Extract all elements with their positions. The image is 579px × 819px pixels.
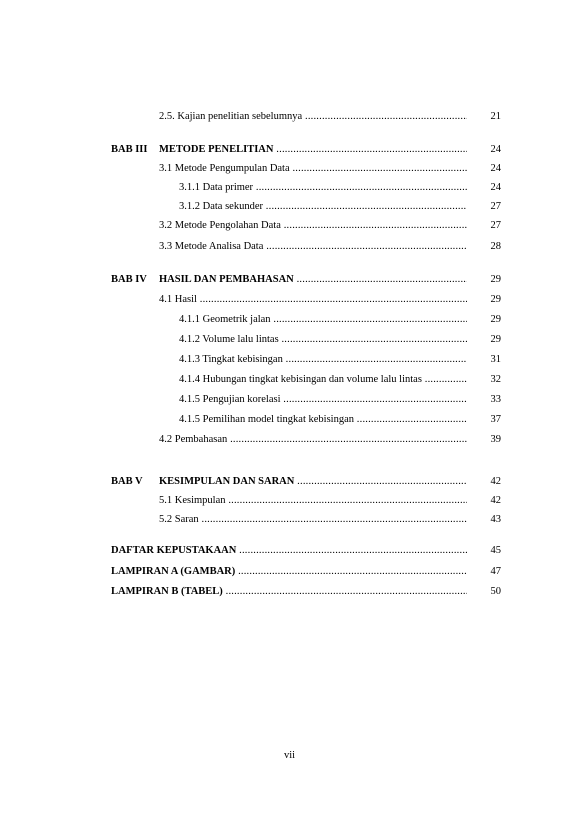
toc-page-number: 24: [490, 144, 501, 155]
toc-entry[interactable]: [159, 219, 467, 233]
toc-page-number: 29: [490, 314, 501, 325]
toc-entry-title: 3.1.2 Data sekunder: [179, 201, 263, 212]
toc-entry[interactable]: [179, 393, 467, 407]
toc-entry[interactable]: [159, 513, 467, 527]
toc-entry[interactable]: [179, 181, 467, 195]
toc-page-number: 32: [490, 374, 501, 385]
toc-entry-title: LAMPIRAN B (TABEL): [111, 586, 223, 597]
toc-page-number: 27: [490, 220, 501, 231]
toc-entry[interactable]: [179, 333, 467, 347]
toc-entry-title: 4.2 Pembahasan: [159, 434, 228, 445]
toc-entry-title: 4.1.5 Pengujian korelasi: [179, 394, 281, 405]
toc-page-number: 39: [490, 434, 501, 445]
toc-entry-title: HASIL DAN PEMBAHASAN: [159, 274, 294, 285]
toc-entry[interactable]: [159, 433, 467, 447]
toc-entry[interactable]: [159, 494, 467, 508]
toc-row: [0, 513, 579, 527]
toc-entry[interactable]: [159, 162, 467, 176]
toc-entry-title: 5.1 Kesimpulan: [159, 495, 226, 506]
toc-page-number: 43: [490, 514, 501, 525]
toc-row: [0, 333, 579, 347]
toc-entry[interactable]: [179, 313, 467, 327]
toc-entry-title: 4.1.5 Pemilihan model tingkat kebisingan: [179, 414, 354, 425]
toc-entry-title: 2.5. Kajian penelitian sebelumnya: [159, 111, 303, 122]
toc-page-number: 47: [490, 566, 501, 577]
toc-row: [0, 373, 579, 387]
toc-entry[interactable]: [111, 585, 467, 599]
toc-page-number: 29: [490, 274, 501, 285]
toc-row: [0, 273, 579, 287]
toc-row: [0, 240, 579, 254]
toc-page-number: 29: [490, 334, 501, 345]
toc-entry-title: 4.1.1 Geometrik jalan: [179, 314, 271, 325]
toc-entry[interactable]: [179, 373, 467, 387]
toc-row: [0, 143, 579, 157]
toc-page-number: 24: [490, 182, 501, 193]
toc-page-number: 33: [490, 394, 501, 405]
toc-row: [0, 475, 579, 489]
toc-row: [0, 200, 579, 214]
toc-chapter-label: BAB V: [111, 476, 143, 487]
toc-entry[interactable]: [179, 200, 467, 214]
toc-row: [0, 181, 579, 195]
toc-entry-title: 3.2 Metode Pengolahan Data: [159, 220, 281, 231]
toc-entry[interactable]: [159, 273, 467, 287]
toc-entry[interactable]: [111, 565, 467, 579]
toc-entry[interactable]: [159, 143, 467, 157]
toc-page-number: 21: [490, 111, 501, 122]
toc-entry[interactable]: [159, 293, 467, 307]
toc-row: [0, 494, 579, 508]
toc-entry-title: 5.2 Saran: [159, 514, 199, 525]
toc-row: [0, 393, 579, 407]
toc-entry-title: 4.1.2 Volume lalu lintas: [179, 334, 279, 345]
toc-page-number: 28: [490, 241, 501, 252]
toc-row: [0, 219, 579, 233]
toc-row: [0, 110, 579, 124]
toc-entry-title: 3.1.1 Data primer: [179, 182, 254, 193]
toc-row: [0, 162, 579, 176]
toc-entry[interactable]: [159, 240, 467, 254]
toc-row: [0, 565, 579, 579]
toc-chapter-label: BAB III: [111, 144, 148, 155]
toc-entry-title: 4.1.3 Tingkat kebisingan: [179, 354, 283, 365]
toc-page-number: 29: [490, 294, 501, 305]
toc-chapter-label: BAB IV: [111, 274, 147, 285]
toc-page-number: 37: [490, 414, 501, 425]
toc-entry-title: 4.1.4 Hubungan tingkat kebisingan dan volume lalu lintas: [179, 374, 422, 385]
toc-page-number: 42: [490, 495, 501, 506]
toc-row: [0, 433, 579, 447]
toc-page-number: 31: [490, 354, 501, 365]
toc-entry-title: METODE PENELITIAN: [159, 144, 274, 155]
toc-entry-title: 3.1 Metode Pengumpulan Data: [159, 163, 290, 174]
toc-entry-title: DAFTAR KEPUSTAKAAN: [111, 545, 237, 556]
toc-row: [0, 293, 579, 307]
toc-entry-title: LAMPIRAN A (GAMBAR): [111, 566, 236, 577]
toc-entry-title: KESIMPULAN DAN SARAN: [159, 476, 295, 487]
toc-entry[interactable]: [111, 544, 467, 558]
toc-page-number: 50: [490, 586, 501, 597]
toc-row: [0, 413, 579, 427]
toc-row: [0, 585, 579, 599]
toc-page-number: 24: [490, 163, 501, 174]
page-number: vii: [283, 750, 296, 761]
toc-page-number: 45: [490, 545, 501, 556]
toc-row: [0, 313, 579, 327]
toc-entry-title: 3.3 Metode Analisa Data: [159, 241, 264, 252]
toc-row: [0, 353, 579, 367]
toc-page-number: 42: [490, 476, 501, 487]
toc-entry[interactable]: [179, 353, 467, 367]
toc-entry[interactable]: [159, 110, 467, 124]
toc-entry[interactable]: [179, 413, 467, 427]
toc-entry-title: 4.1 Hasil: [159, 294, 197, 305]
toc-entry[interactable]: [159, 475, 467, 489]
toc-page-number: 27: [490, 201, 501, 212]
toc-row: [0, 544, 579, 558]
